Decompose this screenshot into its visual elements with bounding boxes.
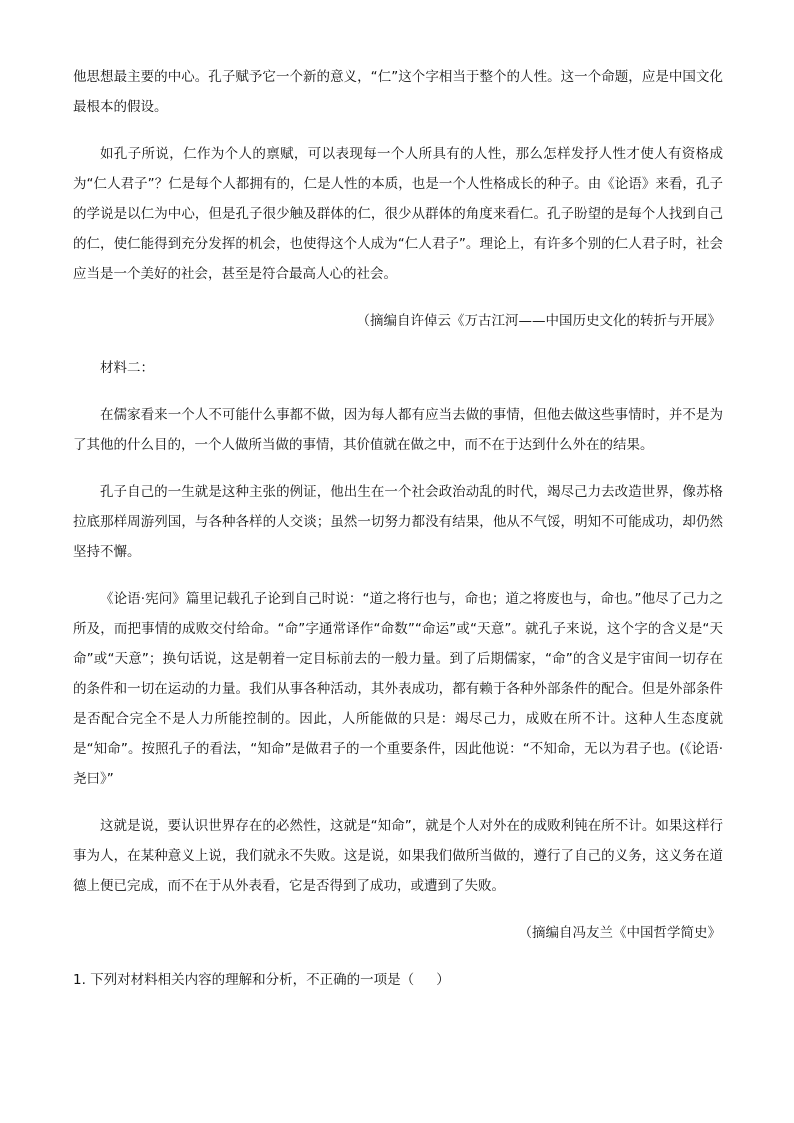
document-body bbox=[73, 62, 723, 995]
question-number: 1. bbox=[73, 972, 86, 988]
paragraph-5: 《论语·宪问》篇里记载孔子论到自己时说：“道之将行也与，命也；道之将废也与，命也。”他尽了己力之所及，而把事情的成败交付给命。“命”字通常译作“命数”“命运”或“天意”。就孔子来说，这个字的含义是“天命”或“天意”；换句话说，这是朝着一定目标前去的一般力量。到了后期儒家，“命”的含义是宇宙间一切存在的条件和一切在运动的力量。我们从事各种活动，其外表成功，都有赖于各种外部条件的配合。但是外部条件是否配合完全不是人力所能控制的。因此，人所能做的只是：竭尽己力，成败在所不计。这种人生态度就是“知命”。按照孔子的看法，“知命”是做君子的一个重要条件，因此他说：“不知命，无以为君子也。(《论语·尧曰》” bbox=[73, 591, 723, 787]
question-1 bbox=[73, 965, 723, 995]
paragraph-6: 这就是说，要认识世界存在的必然性，这就是“知命”，就是个人对外在的成败利钝在所不计。如果这样行事为人，在某种意义上说，我们就永不失败。这是说，如果我们做所当做的，遵行了自己的义务，这义务在道德上便已完成，而不在于从外表看，它是否得到了成功，或遭到了失败。 bbox=[73, 818, 723, 894]
paragraph-4: 孔子自己的一生就是这种主张的例证，他出生在一个社会政治动乱的时代，竭尽己力去改造世界，像苏格拉底那样周游列国，与各种各样的人交谈；虽然一切努力都没有结果，他从不气馁，明知不可能成功，却仍然坚持不懈。 bbox=[73, 484, 723, 560]
paragraph-1: 他思想最主要的中心。孔子赋予它一个新的意义，“仁”这个字相当于整个的人性。这一个命题，应是中国文化最根本的假设。 bbox=[73, 69, 723, 115]
material-two-label: 材料二： bbox=[100, 360, 154, 376]
paragraph-2: 如孔子所说，仁作为个人的禀赋，可以表现每一个人所具有的人性，那么怎样发抒人性才使人有资格成为“仁人君子”？仁是每个人都拥有的，仁是人性的本质，也是一个人性格成长的种子。由《论语》来看，孔子的学说是以仁为中心，但是孔子很少触及群体的仁，很少从群体的角度来看仁。孔子盼望的是每个人找到自己的仁，使仁能得到充分发挥的机会，也使得这个人成为“仁人君子”。理论上，有许多个别的仁人君子时，社会应当是一个美好的社会，甚至是符合最高人心的社会。 bbox=[73, 146, 723, 282]
source-citation-2: （摘编自冯友兰《中国哲学简史》 bbox=[518, 925, 721, 941]
source-citation-1: （摘编自许倬云《万古江河——中国历史文化的转折与开展》 bbox=[356, 313, 721, 329]
paragraph-3: 在儒家看来一个人不可能什么事都不做，因为每人都有应当去做的事情，但他去做这些事情时，并不是为了其他的什么目的，一个人做所当做的事情，其价值就在做之中，而不在于达到什么外在的结果。 bbox=[73, 407, 723, 453]
question-close-paren: ） bbox=[436, 972, 450, 988]
question-text: 下列对材料相关内容的理解和分析，不正确的一项是（ bbox=[90, 972, 415, 988]
